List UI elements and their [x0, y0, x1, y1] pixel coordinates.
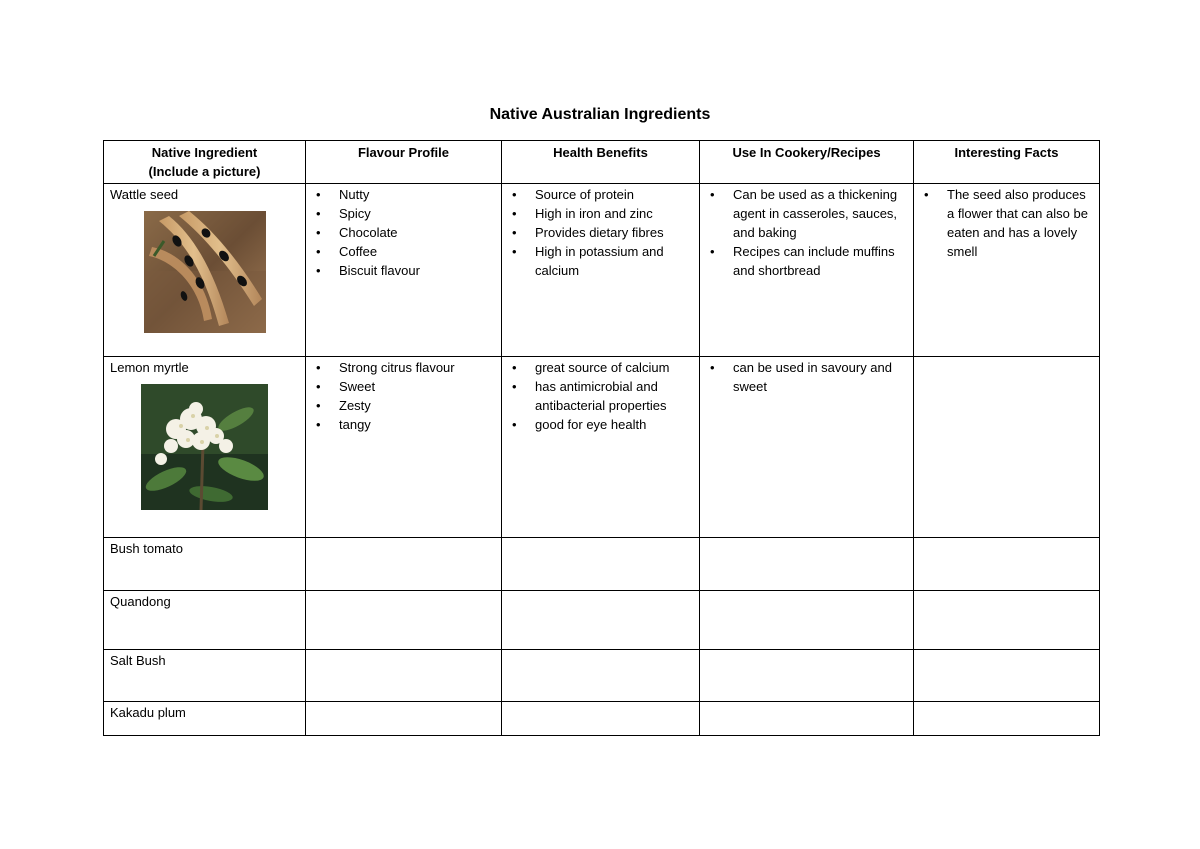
list-item: • can be used in savoury and sweet [733, 358, 907, 396]
list-item: • Spicy [339, 204, 495, 223]
list-item: • Strong citrus flavour [339, 358, 495, 377]
ingredient-name: Quandong [110, 594, 171, 609]
flavour-list [312, 185, 495, 280]
header-flavour: Flavour Profile [306, 141, 502, 184]
ingredient-cell [104, 591, 306, 650]
header-facts: Interesting Facts [914, 141, 1100, 184]
flavour-cell [306, 357, 502, 538]
ingredient-name: Kakadu plum [110, 705, 186, 720]
list-item: • High in potassium and calcium [535, 242, 693, 280]
lemon-myrtle-picture [141, 384, 268, 510]
facts-cell [914, 650, 1100, 702]
use-list [706, 185, 907, 280]
facts-cell [914, 702, 1100, 736]
use-cell [700, 538, 914, 591]
ingredient-cell [104, 184, 306, 357]
ingredient-cell [104, 702, 306, 736]
list-item: • tangy [339, 415, 495, 434]
list-item: • Biscuit flavour [339, 261, 495, 280]
use-cell [700, 591, 914, 650]
list-item: • Source of protein [535, 185, 693, 204]
flavour-cell [306, 538, 502, 591]
flavour-cell [306, 702, 502, 736]
table-header-row [104, 141, 1100, 184]
list-item: • Provides dietary fibres [535, 223, 693, 242]
use-cell [700, 357, 914, 538]
health-cell [502, 184, 700, 357]
use-cell [700, 184, 914, 357]
list-item: • has antimicrobial and antibacterial properties [535, 377, 693, 415]
table-row [104, 538, 1100, 591]
header-ingredient-line2: (Include a picture) [148, 164, 261, 179]
ingredient-name: Wattle seed [110, 187, 179, 202]
ingredient-cell [104, 650, 306, 702]
ingredient-cell [104, 357, 306, 538]
list-item: • Chocolate [339, 223, 495, 242]
ingredient-name: Lemon myrtle [110, 360, 189, 375]
health-cell [502, 591, 700, 650]
ingredients-table [103, 140, 1100, 736]
list-item: • Coffee [339, 242, 495, 261]
facts-cell [914, 357, 1100, 538]
list-item: • Sweet [339, 377, 495, 396]
list-item: • Can be used as a thickening agent in casseroles, sauces, and baking [733, 185, 907, 242]
table-row [104, 184, 1100, 357]
page-title: Native Australian Ingredients [489, 106, 711, 123]
flavour-cell [306, 591, 502, 650]
list-item: • Zesty [339, 396, 495, 415]
flavour-cell [306, 184, 502, 357]
ingredient-cell [104, 538, 306, 591]
health-list [508, 358, 693, 434]
use-cell [700, 702, 914, 736]
list-item: • High in iron and zinc [535, 204, 693, 223]
facts-cell [914, 591, 1100, 650]
header-health: Health Benefits [502, 141, 700, 184]
table-row [104, 702, 1100, 736]
wattle-seed-picture [144, 211, 266, 333]
flavour-list [312, 358, 495, 434]
header-use: Use In Cookery/Recipes [700, 141, 914, 184]
flavour-cell [306, 650, 502, 702]
health-cell [502, 538, 700, 591]
list-item: • The seed also produces a flower that can also be eaten and has a lovely smell [947, 185, 1093, 261]
list-item: • Nutty [339, 185, 495, 204]
facts-cell [914, 184, 1100, 357]
list-item: • Recipes can include muffins and shortbread [733, 242, 907, 280]
table-row [104, 650, 1100, 702]
health-cell [502, 650, 700, 702]
facts-list [920, 185, 1093, 261]
use-cell [700, 650, 914, 702]
ingredient-name: Salt Bush [110, 653, 166, 668]
list-item: • good for eye health [535, 415, 693, 434]
table-row [104, 357, 1100, 538]
list-item: • great source of calcium [535, 358, 693, 377]
header-ingredient [104, 141, 306, 184]
health-list [508, 185, 693, 280]
facts-cell [914, 538, 1100, 591]
health-cell [502, 357, 700, 538]
header-ingredient-line1: Native Ingredient [151, 145, 258, 160]
ingredient-name: Bush tomato [110, 541, 183, 556]
use-list [706, 358, 907, 396]
table-row [104, 591, 1100, 650]
health-cell [502, 702, 700, 736]
